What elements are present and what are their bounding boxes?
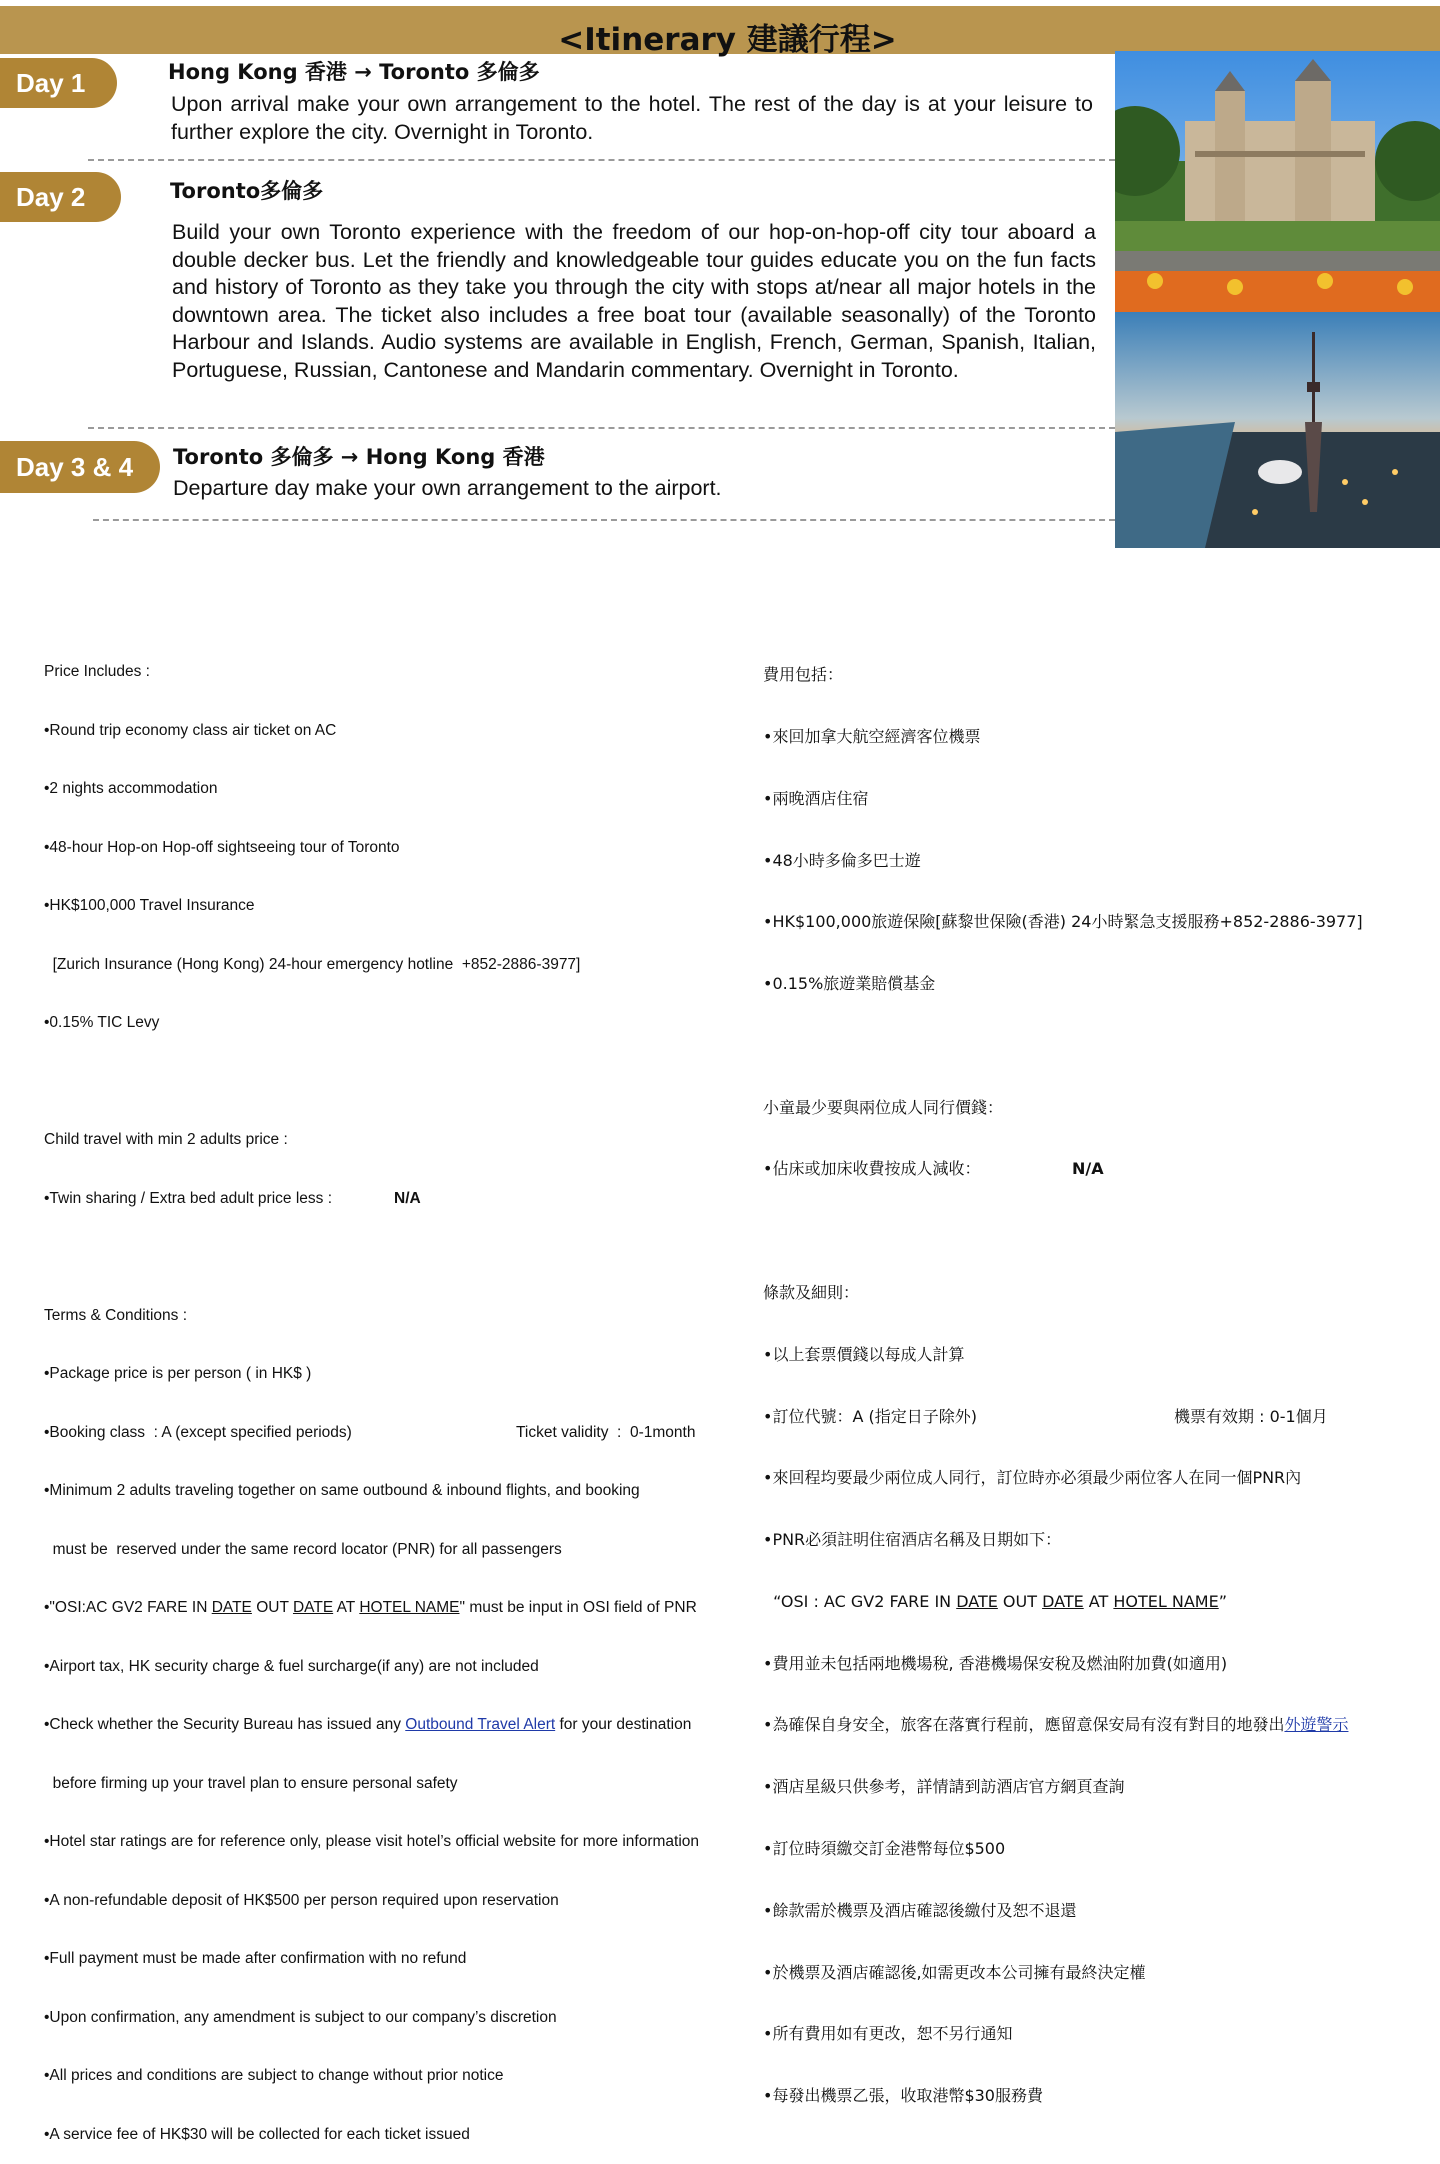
day1-route: Hong Kong 香港 → Toronto 多倫多: [168, 60, 540, 84]
price-item-zh: •HK$100,000旅遊保險[蘇黎世保險(香港) 24小時緊急支援服務+852-2886-3977]: [763, 912, 1363, 932]
term-item: •Upon confirmation, any amendment is subject to our company’s discretion: [44, 2008, 557, 2026]
price-item-zh: •0.15%旅遊業賠償基金: [763, 974, 936, 994]
term-item-zh: •PNR必須註明住宿酒店名稱及日期如下：: [763, 1530, 1062, 1550]
term-item-zh: •餘款需於機票及酒店確認後繳付及恕不退還: [763, 1900, 1077, 1920]
term-item-zh: •每發出機票乙張，收取港幣$30服務費: [763, 2086, 1043, 2106]
term-item: •Minimum 2 adults traveling together on same outbound & inbound flights, and booking: [44, 1482, 640, 1499]
term-item-zh: •以上套票價錢以每成人計算: [763, 1344, 965, 1364]
child-price-value-zh: N/A: [1072, 1159, 1104, 1179]
price-item: •Round trip economy class air ticket on AC: [44, 721, 337, 739]
term-item: •A non-refundable deposit of HK$500 per person required upon reservation: [44, 1891, 559, 1909]
term-item-zh: •於機票及酒店確認後,如需更改本公司擁有最終決定權: [763, 1962, 1146, 1982]
price-includes-heading-zh: 費用包括：: [763, 665, 844, 685]
term-item: •Check whether the Security Bureau has issued any Outbound Travel Alert for your destination: [44, 1716, 692, 1733]
price-item: •2 nights accommodation: [44, 780, 218, 797]
english-terms: [44, 623, 699, 2164]
day3-4-route: Toronto 多倫多 → Hong Kong 香港: [173, 445, 545, 469]
chinese-terms: [763, 624, 1363, 2127]
term-item: before firming up your travel plan to ensure personal safety: [44, 1774, 458, 1792]
price-item: •HK$100,000 Travel Insurance: [44, 897, 255, 914]
divider: [93, 519, 1115, 521]
day2-description: Build your own Toronto experience with the freedom of our hop-on-hop-off city tour aboard a double decker bus. Let the friendly and knowledgeable tour guides educate you on the fun facts and history of Toronto as they take you through the city with stops at/near all major hotels in the downtown area. The ticket also includes a free boat tour (available seasonally) of the Toronto Harbour and Islands. Audio systems are available in English, French, German, Spanish, Italian, Portuguese, Russian, Cantonese and Mandarin commentary. Overnight in Toronto.: [172, 220, 1096, 382]
term-item: •A service fee of HK$30 will be collected for each ticket issued: [44, 2125, 470, 2143]
term-item-zh: •酒店星級只供參考，詳情請到訪酒店官方網頁查詢: [763, 1777, 1125, 1797]
divider: [88, 427, 1115, 429]
price-includes-heading: Price Includes :: [44, 663, 150, 680]
ticket-validity: Ticket validity : 0-1month: [516, 1423, 696, 1441]
price-item: •0.15% TIC Levy: [44, 1014, 160, 1031]
outbound-travel-alert-link-zh[interactable]: 外遊警示: [1284, 1715, 1349, 1735]
price-item-zh: •兩晚酒店住宿: [763, 788, 869, 808]
child-price-value: N/A: [394, 1189, 421, 1207]
price-item-zh: •48小時多倫多巴士遊: [763, 850, 921, 870]
day3-4-description: Departure day make your own arrangement to the airport.: [173, 476, 722, 500]
term-item-zh: •來回程均要最少兩位成人同行，訂位時亦必須最少兩位客人在同一個PNR內: [763, 1468, 1302, 1488]
child-price-item: •Twin sharing / Extra bed adult price less : N/A: [44, 1189, 421, 1207]
page-title: <Itinerary 建議行程>: [558, 22, 897, 58]
term-item-zh: •訂位時須繳交訂金港幣每位$500: [763, 1839, 1006, 1859]
terms-heading-zh: 條款及細則：: [763, 1283, 860, 1302]
outbound-travel-alert-link[interactable]: Outbound Travel Alert: [405, 1716, 556, 1733]
price-item: •48-hour Hop-on Hop-off sightseeing tour of Toronto: [44, 838, 400, 856]
day2-tab: Day 2: [0, 172, 121, 222]
term-item: •All prices and conditions are subject to change without prior notice: [44, 2067, 504, 2084]
term-item-zh: •所有費用如有更改，恕不另行通知: [763, 2024, 1013, 2044]
ticket-validity-zh: 機票有效期 : 0-1個月: [1174, 1406, 1328, 1426]
day2-route: Toronto多倫多: [170, 179, 324, 203]
term-item: must be reserved under the same record locator (PNR) for all passengers: [44, 1540, 562, 1558]
price-item-zh: •來回加拿大航空經濟客位機票: [763, 726, 981, 746]
day1-description: Upon arrival make your own arrangement to the hotel. The rest of the day is at your leisure to further explore the city. Overnight in Toronto.: [171, 92, 1093, 144]
divider: [88, 159, 1115, 161]
term-item: •Booking class : A (except specified periods) Ticket validity : 0-1month: [44, 1423, 696, 1441]
term-item: •Hotel star ratings are for reference only, please visit hotel’s official website for more information: [44, 1833, 700, 1850]
term-item-zh: “OSI : AC GV2 FARE IN DATE OUT DATE AT HOTEL NAME”: [763, 1591, 1228, 1611]
castle-photo: [1115, 51, 1440, 312]
child-price-item-zh: •佔床或加床收費按成人減收： N/A: [763, 1159, 1104, 1179]
term-item: •"OSI:AC GV2 FARE IN DATE OUT DATE AT HOTEL NAME" must be input in OSI field of PNR: [44, 1599, 697, 1616]
term-item-zh: •費用並未包括兩地機場稅, 香港機場保安稅及燃油附加費(如適用): [763, 1653, 1228, 1673]
term-item: •Airport tax, HK security charge & fuel surcharge(if any) are not included: [44, 1657, 539, 1675]
day3-4-tab: Day 3 & 4: [0, 441, 160, 493]
cn-tower-photo: [1115, 312, 1440, 548]
terms-heading: Terms & Conditions :: [44, 1306, 187, 1324]
child-price-heading-zh: 小童最少要與兩位成人同行價錢：: [763, 1097, 1004, 1117]
term-item-zh: •為確保自身安全，旅客在落實行程前，應留意保安局有沒有對目的地發出外遊警示: [763, 1715, 1349, 1735]
day1-tab: Day 1: [0, 58, 117, 108]
term-item: •Package price is per person ( in HK$ ): [44, 1365, 312, 1382]
term-item-zh: •訂位代號：A (指定日子除外) 機票有效期 : 0-1個月: [763, 1406, 1328, 1426]
price-item: [Zurich Insurance (Hong Kong) 24-hour emergency hotline +852-2886-3977]: [44, 955, 581, 973]
term-item: •Full payment must be made after confirmation with no refund: [44, 1950, 467, 1967]
child-price-heading: Child travel with min 2 adults price :: [44, 1131, 288, 1148]
